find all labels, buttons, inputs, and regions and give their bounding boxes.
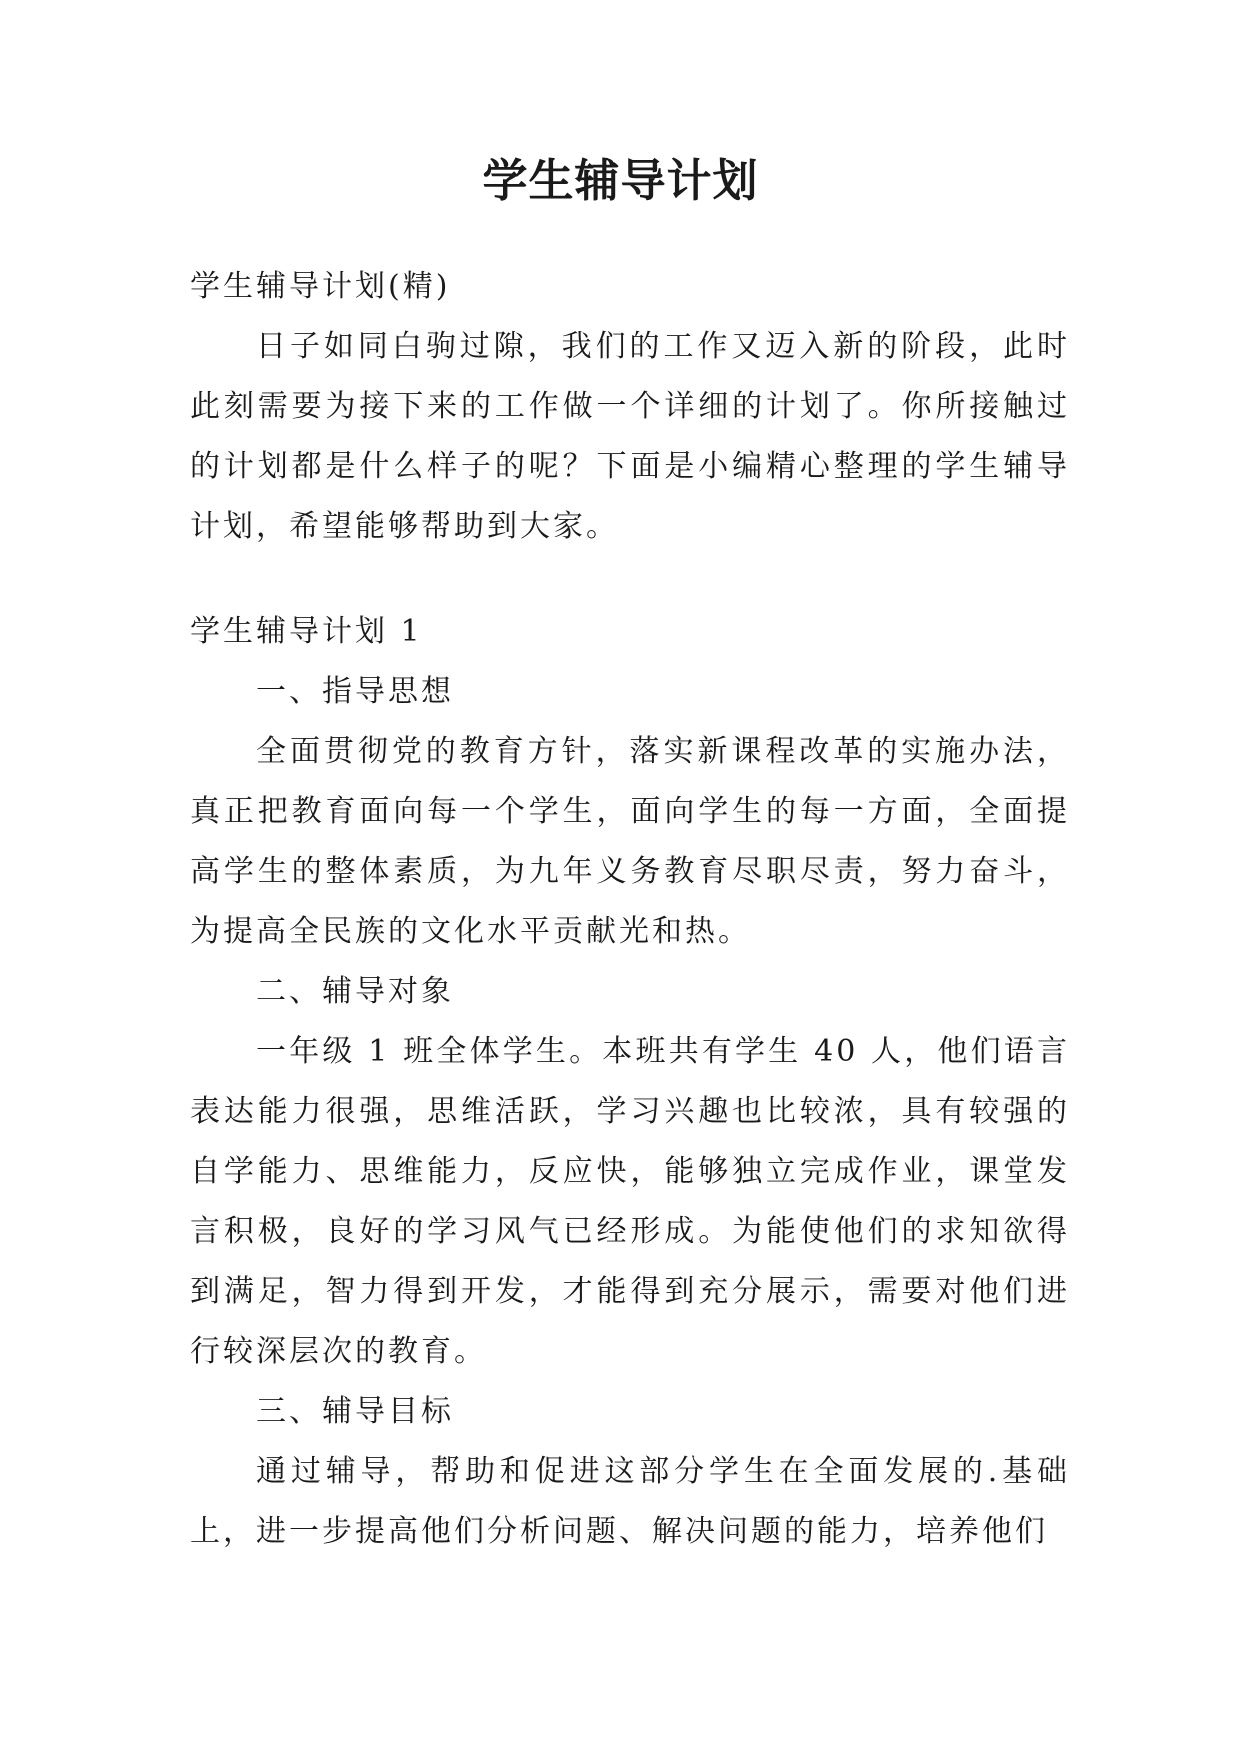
paragraph-goals: 通过辅导，帮助和促进这部分学生在全面发展的.基础上，进一步提高他们分析问题、解决问题的能力，培养他们 bbox=[190, 1454, 1070, 1549]
document-title: 学生辅导计划 bbox=[482, 154, 759, 207]
heading-goals: 三、辅导目标 bbox=[256, 1394, 454, 1429]
paragraph-target-students: 一年级 1 班全体学生。本班共有学生 40 人，他们语言表达能力很强，思维活跃，学习兴趣也比较浓，具有较强的自学能力、思维能力，反应快，能够独立完成作业，课堂发言积极，良好的学习风气已经形成。为能使他们的求知欲得到满足，智力得到开发，才能得到充分展示，需要对他们进行较深层次的教育。 bbox=[190, 1034, 1070, 1369]
paragraph-guiding-principle: 全面贯彻党的教育方针，落实新课程改革的实施办法，真正把教育面向每一个学生，面向学生的每一方面，全面提高学生的整体素质，为九年义务教育尽职尽责，努力奋斗，为提高全民族的文化水平贡献光和热。 bbox=[190, 734, 1070, 949]
section-spacer bbox=[190, 557, 1070, 602]
heading-target-students: 二、辅导对象 bbox=[256, 974, 454, 1009]
section-title: 学生辅导计划 1 bbox=[190, 614, 423, 649]
document-subtitle: 学生辅导计划(精) bbox=[190, 269, 451, 304]
intro-paragraph: 日子如同白驹过隙，我们的工作又迈入新的阶段，此时此刻需要为接下来的工作做一个详细的计划了。你所接触过的计划都是什么样子的呢？下面是小编精心整理的学生辅导计划，希望能够帮助到大家。 bbox=[190, 329, 1070, 544]
heading-guiding-principle: 一、指导思想 bbox=[256, 674, 454, 709]
document-body bbox=[190, 257, 1070, 1562]
